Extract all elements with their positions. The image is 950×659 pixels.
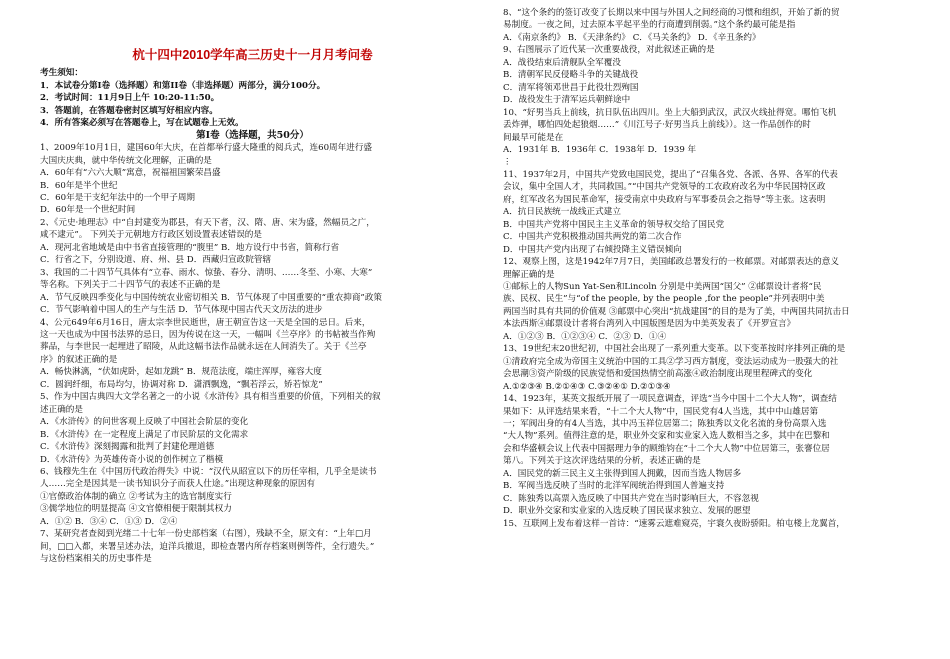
- text-line: 13、19世纪末20世纪初，中国社会出现了一系列重大变革。以下变革按时序排列正确的是: [503, 344, 846, 355]
- notice-line: 4．所有答案必须写在答题卷上，写在试题卷上无效。: [40, 118, 244, 129]
- text-line: A．①② B．③④ C．①③ D．②④: [40, 516, 178, 527]
- text-line: D．《水浒传》为英雄传奇小说的创作树立了楷模: [40, 454, 224, 465]
- text-line: C．行省之下，分别设道、府、州、县 D．西藏归宣政院管辖: [40, 255, 272, 266]
- text-line: 第八。下列关于这次评选结果的分析，表述正确的是: [503, 456, 701, 467]
- text-line: C．节气影响着中国人的生产与生活 D．节气体现中国古代天文历法的进步: [40, 305, 323, 316]
- text-line: C．圆润纤细，布局均匀，协调对称 D．潇洒飘逸，“飘若浮云，矫若惊龙”: [40, 379, 323, 390]
- text-line: 间，□□入都，来署呈述办法，迫洋兵撤退，即检查署内所存档案则例等件，全行遗失。”: [40, 541, 375, 552]
- notice-heading: 考生须知：: [40, 68, 83, 79]
- text-line: 4、公元649年6月16日，唐太宗李世民逝世，唐王朝宣告这一天是全国的忌日。后来，: [40, 317, 371, 328]
- text-line: 1、2009年10月1日，建国60年大庆，在首都举行盛大隆重的阅兵式，连60周年进行盛: [40, 143, 373, 154]
- text-line: A．现河北省地域是由中书省直接管理的“腹里” B．地方设行中书省，简称行省: [40, 242, 340, 253]
- text-line: 12、观察上图，这是1942年7月7日，美国邮政总署发行的一枚邮票。对邮票表达的意义: [503, 257, 839, 268]
- text-line: C．《水浒传》深刻揭露和批判了封建伦理道德: [40, 442, 215, 453]
- text-line: A．国民党的新三民主义主张得到国人拥戴，因而当选人物居多: [503, 468, 742, 479]
- text-line: 14、1923年，某英文报纸开展了一项民意调查，评选“当今中国十二个大人物”，调查结: [503, 394, 837, 405]
- text-line: B．《水浒传》在一定程度上满足了市民阶层的文化需求: [40, 429, 249, 440]
- text-line: 与这份档案相关的历史事件是: [40, 554, 152, 565]
- left-column: [40, 0, 465, 566]
- text-line: 2、《元史·地理志》中“自封建变为郡县，有天下者，汉、隋、唐、宋为盛，然幅员之广，: [40, 217, 375, 228]
- text-line: 葬品，与李世民一起埋进了昭陵，从此这幅书法作品就永远在人间消失了。关于《兰亭: [40, 342, 367, 353]
- text-line: 会和华盛顿会议上代表中国据理力争的顾维钧在“十二个大人物”中位居第三，张謇位居: [503, 443, 830, 454]
- text-line: B．清朝军民反侵略斗争的关键战役: [503, 70, 639, 81]
- text-line: 族、民权、民生”与“of the people, by the people ,for the people”并列表明中美: [503, 294, 825, 305]
- text-line: B．60年是半个世纪: [40, 180, 118, 191]
- text-line: A.①②③④ B.②①④③ C.③②④① D.②①③④: [503, 381, 671, 392]
- text-line: 5、作为中国古典四大文学名著之一的小说《水浒传》具有相当重要的价值，下列相关的叙: [40, 392, 381, 403]
- text-line: 理解正确的是: [503, 269, 555, 280]
- text-line: 易制度。一夜之间，过去原本平起平坐的行商遭到削弱。”这个条约最可能是指: [503, 20, 796, 31]
- text-line: A．《南京条约》 B．《天津条约》 C．《马关条约》 D．《辛丑条约》: [503, 32, 761, 43]
- text-line: “大人物”系列。值得注意的是，职业外交家和实业家入选人数相当之多，其中在巴黎和: [503, 431, 830, 442]
- text-line: ⋮: [503, 157, 512, 168]
- text-line: D．战役发生于清军运兵朝鲜途中: [503, 95, 631, 106]
- text-line: 一；军阀出身的有4人当选，其中冯玉祥位居第二；陈独秀以文化名流的身份高票入选: [503, 418, 827, 429]
- text-line: C．中国共产党积极推动国共两党的第二次合作: [503, 232, 682, 243]
- text-line: D．中国共产党内出现了右倾投降主义错误倾向: [503, 244, 682, 255]
- text-line: A．60年有“六六大顺”寓意，祝福祖国繁荣昌盛: [40, 168, 221, 179]
- text-line: 丢炸弹，哪怕四处起狼烟……”《川江号子·好男当兵上前线》）。这一作品创作的时: [503, 120, 811, 131]
- text-line: 会议，集中全国人才，共同救国。”“中国共产党领导的工农政府改名为中华民国特区政: [503, 182, 826, 193]
- text-line: 咸不逮元”。 下列关于元朝地方行政区划设置表述错误的是: [40, 230, 262, 241]
- text-line: 7、某研究者查阅到光绪二十七年一份史部档案（右图），残缺不全，原文有：“上年□月: [40, 529, 372, 540]
- text-line: D．60年是一个世纪时间: [40, 205, 136, 216]
- text-line: 本法西斯④邮票设计者将台湾列入中国版图是因为中美英发表了《开罗宣言》: [503, 319, 796, 330]
- exam-title: 杭十四中2010学年高三历史十一月月考问卷: [132, 48, 373, 62]
- text-line: A．1931年 B．1936年 C．1938年 D．1939 年: [503, 144, 697, 155]
- text-line: 果如下：从评选结果来看，“十二个大人物”中，国民党有4人当选，其中中山雄居第: [503, 406, 819, 417]
- text-line: 间最早可能是在: [503, 132, 564, 143]
- text-line: 这一天也成为中国书法界的忌日，因为传说在这一天，一幅叫《兰亭序》的书帖被当作殉: [40, 329, 376, 340]
- text-line: 15、互联网上发布着这样一首诗：“速雾云遮难窥亮，宇寰久夜盼骄阳。柏屯楼上龙翼首，: [503, 518, 845, 529]
- text-line: A．节气反映四季变化与中国传统农业密切相关 B．节气体现了中国重要的“重农抑商”政策: [40, 292, 383, 303]
- text-line: A．战役结束后清舰队全军覆没: [503, 57, 621, 68]
- text-line: A．抗日民族统一战线正式建立: [503, 207, 621, 218]
- text-line: 6、钱穆先生在《中国历代政治得失》中说：“汉代从昭宣以下的历任宰相，几乎全是读书: [40, 466, 377, 477]
- text-line: 述正确的是: [40, 404, 83, 415]
- text-line: 大国庆庆典，就中华传统文化理解，正确的是: [40, 155, 212, 166]
- notice-line: 1．本试卷分第Ⅰ卷（选择题）和第II卷（非选择题）两部分，满分100分。: [40, 80, 326, 91]
- text-line: 3、我国的二十四节气具体有“立春、雨水、惊蛰、春分、清明、……冬至、小寒、大寒”: [40, 267, 373, 278]
- text-line: A．①②③ B．①②③④ C．②③ D．①④: [503, 331, 667, 342]
- text-line: C．60年是干支纪年法中的一个甲子周期: [40, 192, 196, 203]
- text-line: 9、右图展示了近代某一次重要战役，对此叙述正确的是: [503, 45, 715, 56]
- text-line: ①清政府完全成为帝国主义统治中国的工具②学习西方制度，变法运动成为一股强大的社: [503, 356, 839, 367]
- text-line: 两国当时具有共同的价值观 ③邮票中心突出“抗战建国”的目的是为了美，中两国共同抗击日: [503, 306, 850, 317]
- notice-line: 3．答题前，在答题卷密封区填写好相应内容。: [40, 105, 218, 116]
- text-line: ①邮标上的人物Sun Yat-Sen和Lincoln 分别是中美两国“国父” ②邮票设计者将“民: [503, 281, 822, 292]
- text-line: C．清军将领邓世昌于此役壮烈殉国: [503, 82, 639, 93]
- text-line: ③儒学地位的明显提高 ④文官僚相便于限制其权力: [40, 504, 232, 515]
- section-heading: 第Ⅰ卷（选择题，共50分）: [196, 129, 309, 141]
- text-line: A．《水浒传》的问世客观上反映了中国社会阶层的变化: [40, 417, 249, 428]
- text-line: 会思潮③资产阶级的民族觉悟和爱国热情空前高涨④政治制度出现里程碑式的变化: [503, 369, 813, 380]
- right-question-body: [503, 7, 923, 530]
- text-line: 府，红军改名为国民革命军，接受南京中央政府与军事委员会之指导”等主张。这表明: [503, 194, 826, 205]
- text-line: 11、1937年2月，中国共产党致电国民党，提出了“召集各党、各派、各界、各军的代表: [503, 169, 838, 180]
- text-line: B．中国共产党将中国民主主义革命的领导权交给了国民党: [503, 219, 725, 230]
- text-line: 人……完全是因其是一读书知识分子而获人仕途。”出现这种现象的原因有: [40, 479, 316, 490]
- right-column: [503, 0, 923, 530]
- text-line: 等名称。下列关于二十四节气的表述不正确的是: [40, 280, 221, 291]
- text-line: 8、“这个条约的签订改变了长期以来中国与外国人之间经商的习惯和组织，开始了新的贸: [503, 8, 840, 18]
- text-line: D．职业外交家和实业家的入选反映了国民谋求独立、发展的愿望: [503, 506, 751, 517]
- text-line: ①官僚政治体制的确立 ②考试为主的选官制度实行: [40, 491, 232, 502]
- notice-line: 2．考试时间：11月9日上午 10:20-11:50。: [40, 93, 220, 104]
- left-question-body: [40, 142, 465, 565]
- text-line: A．畅快淋漓，“伏如虎卧，起如龙跳” B．规范法度，端庄浑厚，雍容大度: [40, 367, 322, 378]
- text-line: B．军阀当选反映了当时的北洋军阀统治得到国人普遍支持: [503, 481, 725, 492]
- text-line: 序》的叙述正确的是: [40, 354, 118, 365]
- text-line: C．陈独秀以高票入选反映了中国共产党在当时影响巨大，不容忽视: [503, 493, 759, 504]
- text-line: 10、“好男当兵上前线，抗日队伍出四川。坐上大船到武汉，武汉火线扯得宽。哪怕飞机: [503, 107, 837, 118]
